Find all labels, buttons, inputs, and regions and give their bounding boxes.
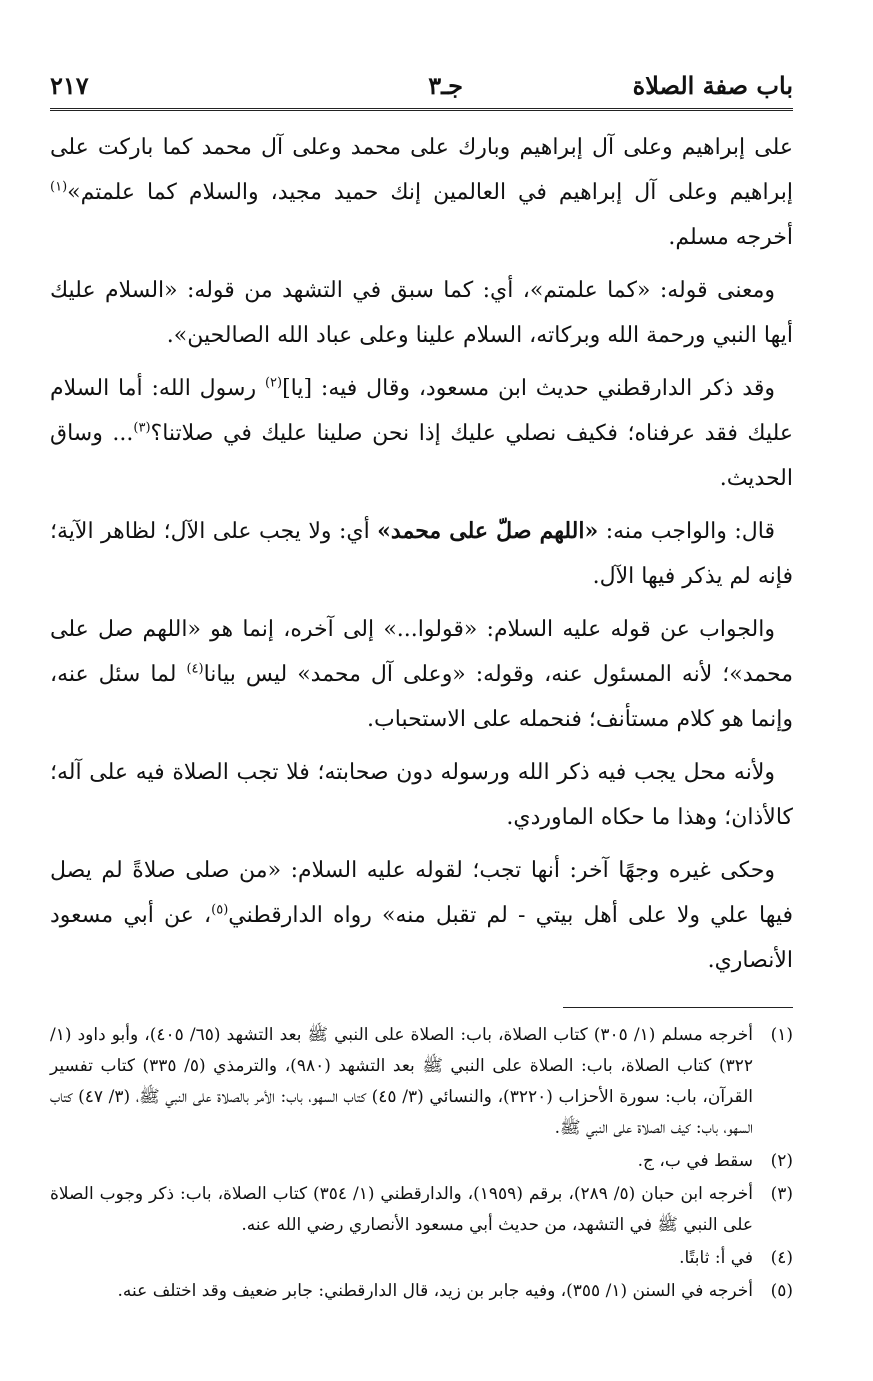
footnote-text: سقط في ب، ج. <box>637 1151 753 1171</box>
footnote-number: (٤) <box>770 1248 793 1268</box>
bold-quote: «اللهم صلّ على محمد» <box>377 518 599 544</box>
footnote-number: (٣) <box>770 1184 793 1204</box>
footnote-number: (٥) <box>770 1281 793 1301</box>
paragraph-3: وقد ذكر الدارقطني حديث ابن مسعود، وقال فيه: [يا]$^{(٢)}$ رسول الله: أما السلام عليك فقد عرفناه؛ فكيف نصلي عليك إذا نحن صلينا عليك في صلاتنا؟$^{(٣)}$... وساق الحديث. <box>50 375 793 491</box>
paragraph-5: والجواب عن قوله عليه السلام: «قولوا...» إلى آخره، إنما هو «اللهم صل على محمد»؛ لأنه المسئول عنه، وقوله: «وعلى آل محمد» ليس بيانا$^{(٤)}$ لما سئل عنه، وإنما هو كلام مستأنف؛ فنحمله على الاستحباب. <box>50 617 794 732</box>
footnote-text: في أ: ثابتًا. <box>679 1248 753 1268</box>
footnote-3 <box>50 1179 793 1241</box>
footnote-1 <box>50 1020 793 1144</box>
footnote-ref-3: (٣) <box>133 420 151 436</box>
paragraph-7: وحكى غيره وجهًا آخر: أنها تجب؛ لقوله عليه السلام: «من صلى صلاةً لم يصل فيها علي ولا على أهل بيتي - لم تقبل منه» رواه الدارقطني$^{(٥)}$، عن أبي مسعود الأنصاري. <box>50 858 793 973</box>
footnote-number: (١) <box>770 1025 793 1045</box>
footnote-2 <box>50 1146 793 1177</box>
footnote-text: أخرجه مسلم (١/ ٣٠٥) كتاب الصلاة، باب: الصلاة على النبي ﷺ بعد التشهد (٦٥/ ٤٠٥)، وأبو داود (١/ ٣٢٢) كتاب الصلاة، باب: الصلاة على النبي ﷺ بعد التشهد (٩٨٠)، والترمذي (٥/ ٣٣٥) كتاب تفسير القرآن، باب: سورة الأحزاب (٣٢٢٠)، والنسائي (٣/ ٤٥) كتاب السهو، باب: الأمر بالصلاة على النبي ﷺ، (٣/ ٤٧) كتاب السهو، باب: كيف الصلاة على النبي ﷺ. <box>50 1025 754 1138</box>
footnote-ref-2: (٢) <box>264 375 283 391</box>
running-header <box>50 60 793 111</box>
paragraph-6: ولأنه محل يجب فيه ذكر الله ورسوله دون صحابته؛ فلا تجب الصلاة فيه على آله؛ كالأذان؛ وهذا ما حكاه الماوردي. <box>50 760 793 830</box>
paragraph-2: ومعنى قوله: «كما علمتم»، أي: كما سبق في التشهد من قوله: «السلام عليك أيها النبي ورحمة الله وبركاته، السلام علينا وعلى عباد الله الصالحين». <box>50 278 793 348</box>
footnote-divider <box>563 1007 793 1008</box>
footnote-number: (٢) <box>770 1151 793 1171</box>
page-number: ٢١٧ <box>50 71 89 100</box>
footnote-ref-5: (٥) <box>211 902 229 918</box>
footnote-text: أخرجه في السنن (١/ ٣٥٥)، وفيه جابر بن زيد، قال الدارقطني: جابر ضعيف وقد اختلف عنه. <box>117 1281 753 1301</box>
footnote-4 <box>50 1243 793 1274</box>
footnote-5 <box>50 1276 793 1307</box>
footnote-ref-4: (٤) <box>186 661 204 677</box>
volume-label: جـ٣ <box>428 71 463 100</box>
footnote-text: أخرجه ابن حبان (٥/ ٢٨٩)، برقم (١٩٥٩)، والدارقطني (١/ ٣٥٤) كتاب الصلاة، باب: ذكر وجوب الصلاة على النبي ﷺ في التشهد، من حديث أبي مسعود الأنصاري رضي الله عنه. <box>50 1184 753 1235</box>
main-text <box>50 125 793 983</box>
paragraph-1: على إبراهيم وعلى آل إبراهيم وبارك على محمد وعلى آل محمد كما باركت على إبراهيم وعلى آل إبراهيم في العالمين إنك حميد مجيد، والسلام كما علمتم»$^{(١)}$ أخرجه مسلم. <box>50 135 793 250</box>
chapter-title: باب صفة الصلاة <box>632 71 793 100</box>
footnote-ref-1: (١) <box>50 179 68 195</box>
paragraph-4: قال: والواجب منه: «اللهم صلّ على محمد» أي: ولا يجب على الآل؛ لظاهر الآية؛ فإنه لم يذكر فيها الآل. <box>50 518 793 589</box>
footnotes <box>50 1020 793 1307</box>
